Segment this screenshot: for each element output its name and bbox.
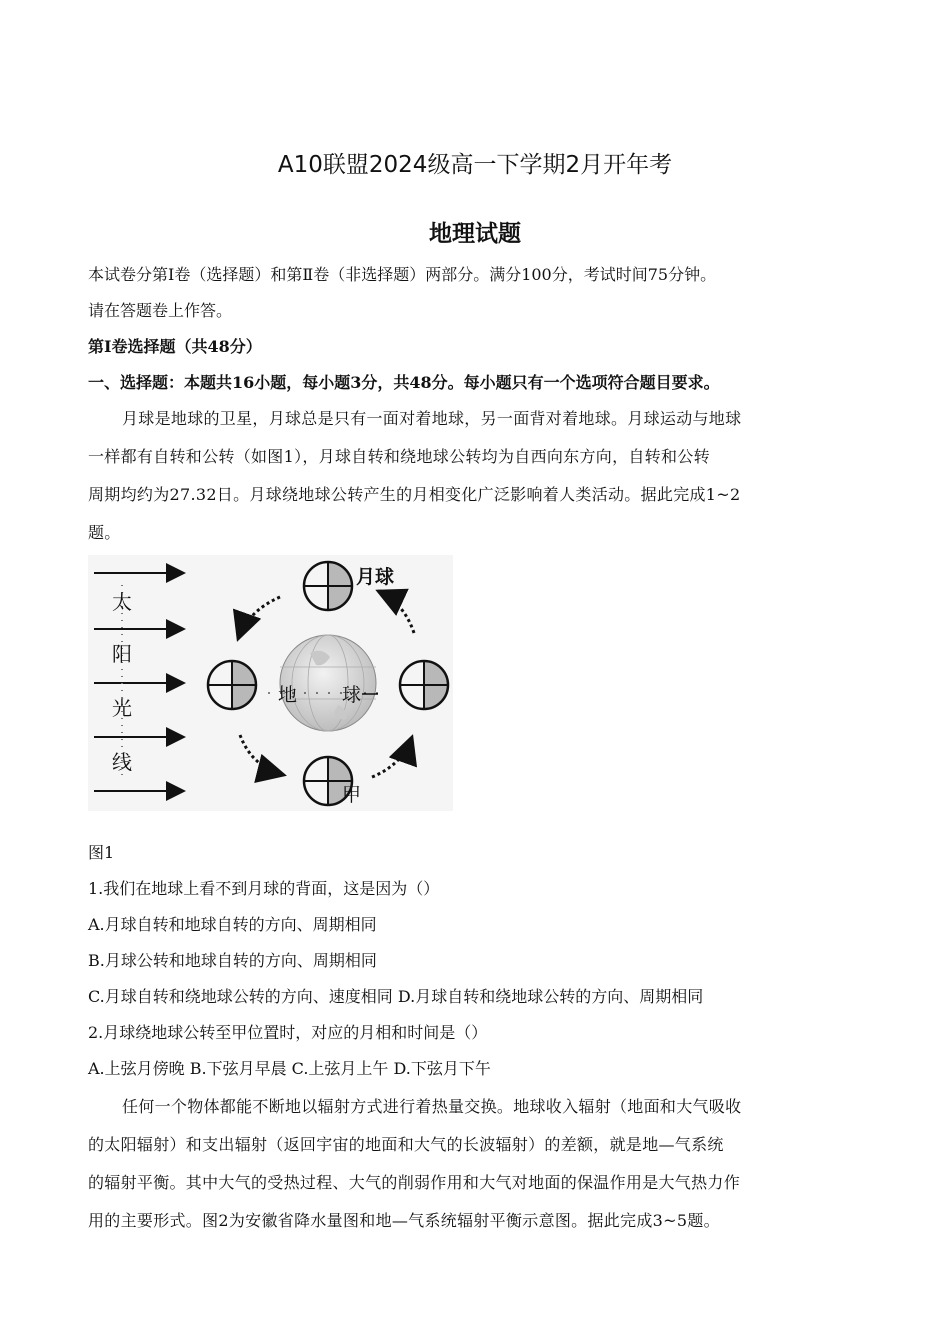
q1-option-cd: C.月球自转和绕地球公转的方向、速度相同 D.月球自转和绕地球公转的方向、周期相同 — [88, 987, 704, 1006]
sun-label-4: 线 — [112, 750, 132, 774]
passage2-line-2: 的太阳辐射）和支出辐射（返回宇宙的地面和大气的长波辐射）的差额，就是地—气系统 — [88, 1135, 724, 1154]
q2-stem: 2.月球绕地球公转至甲位置时，对应的月相和时间是（） — [88, 1023, 488, 1042]
sun-label-1: 太 — [112, 590, 132, 614]
sun-label-2: 阳 — [112, 642, 132, 666]
moon-top — [304, 562, 352, 610]
exam-title: A10联盟2024级高一下学期2月开年考 — [277, 152, 673, 178]
passage2-line-3: 的辐射平衡。其中大气的受热过程、大气的削弱作用和大气对地面的保温作用是大气热力作 — [88, 1173, 741, 1192]
passage1-line-1: 月球是地球的卫星，月球总是只有一面对着地球，另一面背对着地球。月球运动与地球 — [122, 409, 742, 428]
earth-label-right: 球 — [342, 684, 362, 706]
earth-globe — [280, 635, 376, 731]
q1-option-b: B.月球公转和地球自转的方向、周期相同 — [88, 951, 377, 970]
passage1-line-4: 题。 — [88, 523, 121, 542]
passage1-line-2: 一样都有自转和公转（如图1），月球自转和绕地球公转均为自西向东方向，自转和公转 — [88, 447, 710, 466]
moon-right — [400, 661, 448, 709]
position-jia-label: 甲 — [342, 784, 362, 806]
passage1-line-3: 周期均约为27.32日。月球绕地球公转产生的月相变化广泛影响着人类活动。据此完成1~2 — [88, 485, 741, 504]
q1-stem: 1.我们在地球上看不到月球的背面，这是因为（） — [88, 879, 440, 898]
sun-label-3: 光 — [112, 696, 132, 720]
intro-line-1: 本试卷分第Ⅰ卷（选择题）和第Ⅱ卷（非选择题）两部分。满分100分，考试时间75分钟。 — [88, 265, 717, 284]
figure-1-caption: 图1 — [88, 843, 115, 862]
earth-label-left: 地 — [278, 684, 298, 706]
subject-title: 地理试题 — [429, 220, 521, 247]
section-heading: 第Ⅰ卷选择题（共48分） — [88, 337, 262, 356]
figure-1-moon-orbit-diagram — [88, 555, 453, 811]
moon-label: 月球 — [356, 566, 395, 588]
section-instruction: 一、选择题：本题共16小题，每小题3分，共48分。每小题只有一个选项符合题目要求。 — [88, 373, 720, 392]
intro-line-2: 请在答题卷上作答。 — [88, 301, 233, 320]
q1-option-a: A.月球自转和地球自转的方向、周期相同 — [88, 915, 377, 934]
passage2-line-4: 用的主要形式。图2为安徽省降水量图和地—气系统辐射平衡示意图。据此完成3~5题。 — [88, 1211, 720, 1230]
q2-options: A.上弦月傍晚 B.下弦月早晨 C.上弦月上午 D.下弦月下午 — [88, 1059, 491, 1078]
moon-left — [208, 661, 256, 709]
passage2-line-1: 任何一个物体都能不断地以辐射方式进行着热量交换。地球收入辐射（地面和大气吸收 — [122, 1097, 742, 1116]
